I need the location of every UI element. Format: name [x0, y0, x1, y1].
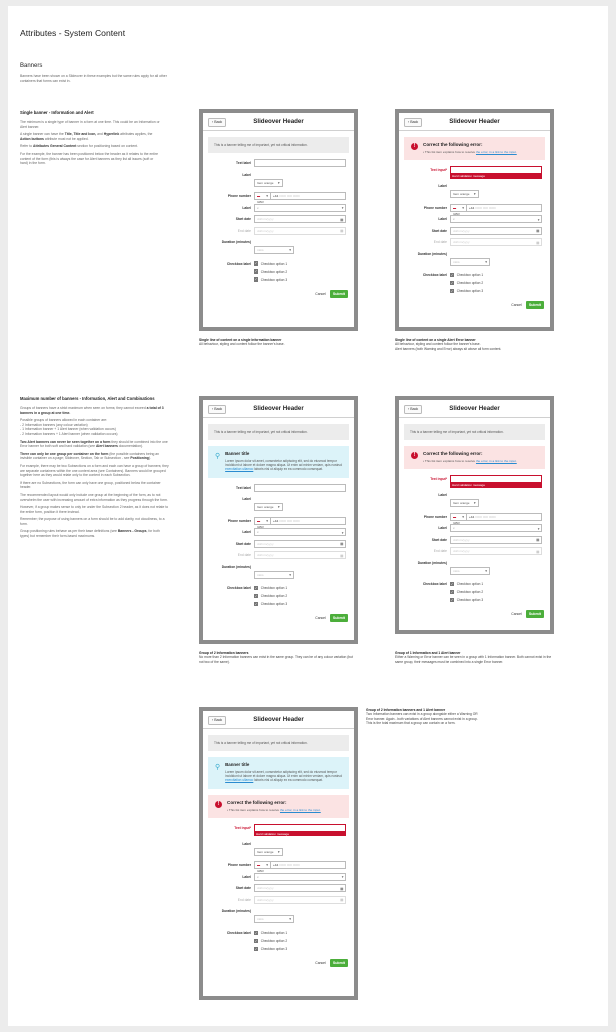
submit-button[interactable]: Submit: [330, 290, 348, 298]
check-icon: ✓: [254, 938, 258, 943]
form-row-label-2: Label x ▾: [404, 215, 545, 223]
dropdown-select[interactable]: x ▾: [254, 873, 346, 881]
phone-input[interactable]: +44 0000 000 0000: [467, 513, 542, 521]
search-icon: ⚲: [215, 764, 221, 771]
country-select[interactable]: ▬ GBR ▾: [254, 861, 271, 869]
check-icon: ✓: [450, 281, 454, 286]
form-row-label: Label Item orange ▾: [208, 495, 349, 513]
check-icon: ✓: [450, 289, 454, 294]
section1-p4: For the example, the banner has been positioned below the header as it relates to the entire content of the form (this is always the case for Alert banners as they list all issues (soft or hard) in the form.: [20, 151, 158, 166]
form-row-end: End date dd/mm/yyyy ▦: [404, 547, 545, 555]
slideover-body: [203, 131, 354, 308]
section1-p1: The minimum is a single type of banner in a form at one time. This could be an Information or Alert banner.: [20, 120, 160, 129]
form-row-checkbox: Checkbox label ✓ Checkbox option 1 ✓ Checkbox option 2 ✓ Checkbox option 3: [208, 260, 349, 284]
flag-icon: ▬: [257, 194, 261, 198]
form-row-checkbox: Checkbox label ✓ Checkbox option 1 ✓ Checkbox option 2 ✓ Checkbox option 3: [208, 584, 349, 608]
item-select[interactable]: Item orange ▾: [450, 190, 479, 198]
slideover-title: Slideover Header: [253, 716, 304, 723]
information-banner: This is a banner telling me of important, yet not critical information.: [208, 424, 349, 440]
form-row-end: End date dd/mm/yyyy ▦: [404, 238, 545, 246]
form-row-end: End date dd/mm/yyyy ▦: [208, 551, 349, 559]
form-row-label: Label Item orange ▾: [208, 171, 349, 189]
section2-heading: Maximum number of banners - Information, Alert and Combinations: [20, 396, 155, 401]
slideover-mockup-single-info: [199, 109, 358, 331]
validation-message: Hard validation message: [254, 832, 346, 836]
section2-p10: Group positioning rules behave as per their base definitions (see Banners - Groups, for both types) but remember their form-based maximums.: [20, 529, 160, 539]
submit-button[interactable]: Submit: [330, 614, 348, 622]
calendar-icon[interactable]: ▦: [340, 217, 344, 222]
form-row-duration: Duration (minutes) mins ▾: [208, 563, 349, 581]
calendar-icon[interactable]: ▦: [340, 542, 344, 547]
section-single-banner: [20, 110, 160, 166]
chevron-down-icon: ▾: [341, 875, 344, 880]
checkbox-option-2[interactable]: ✓ Checkbox option 2: [254, 269, 288, 274]
checkbox-option-2[interactable]: ✓ Checkbox option 2: [254, 594, 288, 599]
checkbox-option-2[interactable]: ✓ Checkbox option 2: [450, 590, 484, 595]
form-row-phone: Phone number ▬ GBR ▾ +44 0000 000 0000: [208, 517, 349, 525]
duration-select[interactable]: mins ▾: [254, 246, 294, 254]
section2-p7: The recommended layout would only include one group at the beginning of the form, as to not overwhelm the user with increasing amount of extra information as they progress through the form.: [20, 492, 168, 502]
form-row-phone: Phone number ▬ GBR ▾ +44 0000 000 0000: [208, 861, 349, 869]
phone-input[interactable]: +44 0000 000 0000: [467, 204, 542, 212]
form-row-label: Label Item orange ▾: [208, 840, 349, 858]
form-actions: [404, 301, 545, 309]
cancel-button[interactable]: Cancel: [315, 291, 326, 296]
section2-p3: Two Alert banners can never be seen together on a form they should be combined into the one Error banner for both soft and hard validation (see Alert banners documentation).: [20, 439, 168, 449]
dropdown-select[interactable]: x ▾: [254, 528, 346, 536]
form-row-checkbox: Checkbox label ✓ Checkbox option 1 ✓ Checkbox option 2 ✓ Checkbox option 3: [404, 271, 545, 295]
error-banner: ! Correct the following error: • This list item explains how to resolve the error, in a link to the input.: [404, 137, 545, 160]
slideover-header: [399, 113, 550, 131]
text-input[interactable]: [254, 824, 346, 832]
form-row-duration: Duration (minutes) mins ▾: [208, 907, 349, 925]
section2-list-2: - 1 Information banner + 1 Alert banner (when validation occurs): [20, 427, 116, 432]
cancel-button[interactable]: Cancel: [315, 960, 326, 965]
back-button[interactable]: ‹ Back: [404, 118, 422, 127]
form-row-label: Label Item orange ▾: [404, 182, 545, 200]
form-row-label-2: Label x ▾: [208, 204, 349, 212]
dropdown-select[interactable]: x ▾: [450, 524, 542, 532]
information-banner: This is a banner telling me of important, yet not critical information.: [208, 735, 349, 751]
slideover-title: Slideover Header: [253, 118, 304, 125]
dropdown-select[interactable]: x ▾: [254, 204, 346, 212]
start-date-input[interactable]: dd/mm/yyyy ▦: [254, 215, 346, 223]
form-row-duration: Duration (minutes) mins ▾: [404, 250, 545, 268]
validation-message: Hard validation message: [450, 174, 542, 178]
slideover-title: Slideover Header: [449, 118, 500, 125]
information-banner-blue: ⚲ Banner title Lorem ipsum dolor sit amet, consectetur adipiscing elit, sed do eiusmod tempor incididunt ut labore et dolore magna aliqua. Ut enim ad minim veniam, quis nostrud exercitation ullamco laboris nisi ut aliquip ex ea commodo consequat.: [208, 446, 349, 478]
section2-p2: Possible groups of banners allowed in each container are:: [20, 418, 108, 423]
form-row-text: Text label: [208, 159, 349, 167]
section1-p3: Refer to Attributes General Content section for positioning based on content.: [20, 144, 138, 149]
form-row-label-2: Label x ▾: [404, 524, 545, 532]
calendar-icon: ▦: [536, 549, 540, 554]
check-icon: ✓: [450, 598, 454, 603]
form-row-start: Start date dd/mm/yyyy ▦: [208, 884, 349, 892]
end-date-input[interactable]: dd/mm/yyyy ▦: [450, 547, 542, 555]
chevron-down-icon: ▾: [537, 526, 540, 531]
text-input[interactable]: [254, 159, 346, 167]
chevron-down-icon: ▾: [341, 206, 344, 210]
duration-select[interactable]: mins ▾: [254, 571, 294, 579]
country-select[interactable]: ▬ GBR ▾: [450, 204, 467, 212]
calendar-icon[interactable]: ▦: [340, 886, 344, 891]
end-date-input[interactable]: dd/mm/yyyy ▦: [254, 227, 346, 235]
cancel-button[interactable]: Cancel: [315, 616, 326, 621]
page-title: Attributes - System Content: [20, 28, 126, 38]
caption-2: Single line of content on a single Alert Error banner All behaviour, styling and content follow the banner's base. Alert banners (both Warning and Error) always sit above all form content.: [395, 338, 502, 351]
checkbox-option-3[interactable]: ✓ Checkbox option 3: [254, 946, 288, 951]
section-max-banners: [20, 396, 170, 539]
caption-3: Group of 2 Information banners No more than 2 Information banners can exist in the same group. They can be of any colour variation (but not two of the same).: [199, 651, 353, 664]
error-banner: ! Correct the following error: • This list item explains how to resolve the error, in a link to the input.: [208, 795, 349, 818]
start-date-input[interactable]: dd/mm/yyyy ▦: [254, 884, 346, 892]
text-input[interactable]: [450, 475, 542, 483]
calendar-icon[interactable]: ▦: [536, 538, 540, 543]
check-icon: ✓: [254, 594, 258, 599]
form-row-end: End date dd/mm/yyyy ▦: [208, 227, 349, 235]
check-icon: ✓: [450, 582, 454, 587]
back-button[interactable]: ‹ Back: [208, 716, 226, 725]
check-icon: ✓: [254, 269, 258, 274]
check-icon: ✓: [254, 586, 258, 591]
section2-list-1: - 2 Information banners (any colour variation): [20, 422, 88, 427]
form-row-duration: Duration (minutes) mins ▾: [404, 559, 545, 577]
end-date-input[interactable]: dd/mm/yyyy ▦: [450, 238, 542, 246]
section1-p2: A single banner can have the Title, Title and Icon, and Hyperlink attributes applies, the Action buttons attribute must not be applied.: [20, 132, 153, 141]
text-input[interactable]: [254, 484, 346, 492]
check-icon: ✓: [450, 590, 454, 595]
check-icon: ✓: [254, 277, 258, 282]
form-row-label-2: Label x ▾: [208, 873, 349, 881]
information-banner-blue: ⚲ Banner title Lorem ipsum dolor sit amet, consectetur adipiscing elit, sed do eiusmod tempor incididunt ut labore et dolore magna aliqua. Ut enim ad minim veniam, quis nostrud exercitation ullamco laboris nisi ut aliquip ex ea commodo consequat.: [208, 757, 349, 789]
check-icon: ✓: [254, 930, 258, 935]
end-date-input[interactable]: dd/mm/yyyy ▦: [254, 551, 346, 559]
phone-input[interactable]: +44 0000 000 0000: [271, 861, 346, 869]
form-row-start: Start date dd/mm/yyyy ▦: [404, 227, 545, 235]
information-banner: This is a banner telling me of important, yet not critical information.: [208, 137, 349, 153]
banners-intro: Banners have been shown on a Slideover in these examples but the same rules apply for all other containers that forms can exist in.: [20, 74, 167, 83]
calendar-icon: ▦: [340, 553, 344, 558]
form-actions: [208, 959, 349, 967]
information-banner: This is a banner telling me of important, yet not critical information.: [404, 424, 545, 440]
slideover-header: [399, 400, 550, 418]
banner-link[interactable]: exercitation ullamco: [225, 778, 254, 783]
check-icon: ✓: [450, 273, 454, 278]
form-row-text-error: Text input* Hard validation message: [208, 824, 349, 836]
search-icon: ⚲: [215, 453, 221, 460]
form-row-label-2: Label x ▾: [208, 528, 349, 536]
error-icon: !: [411, 143, 418, 150]
start-date-input[interactable]: dd/mm/yyyy ▦: [254, 540, 346, 548]
slideover-header: [203, 113, 354, 131]
slideover-body: [399, 418, 550, 628]
checkbox-option-1[interactable]: ✓ Checkbox option 1: [254, 586, 288, 591]
start-date-input[interactable]: dd/mm/yyyy ▦: [450, 227, 542, 235]
back-button[interactable]: ‹ Back: [404, 405, 422, 414]
form-actions: [208, 614, 349, 622]
form-row-checkbox: Checkbox label ✓ Checkbox option 1 ✓ Checkbox option 2 ✓ Checkbox option 3: [404, 580, 545, 604]
section2-p8: However, if a group makes sense to only be under the Subsection 2 header, as it does not relate to the entire form, position it there instead.: [20, 505, 169, 514]
form-actions: [208, 290, 349, 298]
section2-p5: For example, there may be two Subsections on a form and each can have a group of banners; they are separate containers within the one content area (see Containers). Banners would be grouped together here as they would relate only to the content in each Subsection.: [20, 463, 169, 478]
calendar-icon: ▦: [340, 898, 344, 903]
section2-p1: Groups of banners have a strict maximum when seen on forms; they cannot exceed a total of 3 banners in a group at one time.: [20, 406, 164, 415]
checkbox-option-1[interactable]: ✓ Checkbox option 1: [254, 930, 288, 935]
caption-5: Group of 2 Information banners and 1 Alert banner Two Information banners can exist in a group alongside either a Warning OR Error banner. Again - both variations of Alert banners cannot exist in a group. This is the total maximum that a group can contain on a form.: [366, 708, 478, 726]
cancel-button[interactable]: Cancel: [511, 303, 522, 308]
section2-p9: Remember; the purpose of using banners on a form should be to add clarity, not cloudiness, to a form.: [20, 517, 165, 526]
end-date-input[interactable]: dd/mm/yyyy ▦: [254, 896, 346, 904]
error-icon: !: [215, 801, 222, 808]
flag-icon: ▬: [453, 514, 457, 519]
slideover-mockup-max-group: [199, 707, 358, 1000]
checkbox-option-2[interactable]: ✓ Checkbox option 2: [450, 281, 484, 286]
cancel-button[interactable]: Cancel: [511, 612, 522, 617]
form-row-checkbox: Checkbox label ✓ Checkbox option 1 ✓ Checkbox option 2 ✓ Checkbox option 3: [208, 929, 349, 953]
form-row-phone: Phone number ▬ GBR ▾ +44 0000 000 0000: [404, 204, 545, 212]
form-row-text-error: Text input* Hard validation message: [404, 166, 545, 178]
text-input[interactable]: [450, 166, 542, 174]
phone-input[interactable]: +44 0000 000 0000: [271, 517, 346, 525]
validation-message: Hard validation message: [450, 483, 542, 487]
banner-link[interactable]: exercitation ullamco: [225, 467, 254, 472]
duration-select[interactable]: mins ▾: [450, 258, 490, 266]
duration-select[interactable]: mins ▾: [254, 915, 294, 923]
form-row-duration: Duration (minutes) mins ▾: [208, 238, 349, 256]
slideover-title: Slideover Header: [449, 405, 500, 412]
error-banner: ! Correct the following error: • This list item explains how to resolve the error, in a link to the input.: [404, 446, 545, 469]
flag-icon: ▬: [257, 863, 261, 868]
slideover-header: [203, 711, 354, 729]
start-date-input[interactable]: dd/mm/yyyy ▦: [450, 536, 542, 544]
slideover-title: Slideover Header: [253, 405, 304, 412]
slideover-body: [399, 131, 550, 319]
form-row-start: Start date dd/mm/yyyy ▦: [404, 536, 545, 544]
caption-1: Single line of content on a single Information banner All behaviour, styling and content follow the banner's base.: [199, 338, 285, 347]
section1-heading: Single banner - Information and Alert: [20, 110, 94, 115]
error-link[interactable]: the error, in a link to the input.: [475, 150, 517, 154]
country-select[interactable]: ▬ GBR ▾: [254, 192, 271, 200]
checkbox-option-3[interactable]: ✓ Checkbox option 3: [254, 277, 288, 282]
form-row-start: Start date dd/mm/yyyy ▦: [208, 540, 349, 548]
checkbox-option-3[interactable]: ✓ Checkbox option 3: [450, 289, 484, 294]
phone-input[interactable]: +44 0000 000 0000: [271, 192, 346, 200]
country-select[interactable]: ▬ GBR ▾: [450, 513, 467, 521]
checkbox-option-2[interactable]: ✓ Checkbox option 2: [254, 938, 288, 943]
submit-button[interactable]: Submit: [526, 301, 544, 309]
check-icon: ✓: [254, 261, 258, 266]
slideover-mockup-info-and-alert: [395, 396, 554, 634]
checkbox-option-1[interactable]: ✓ Checkbox option 1: [450, 582, 484, 587]
section2-list-3: - 2 Information banners + 1 Alert banner (when validation occurs): [20, 431, 118, 436]
submit-button[interactable]: Submit: [526, 610, 544, 618]
back-button[interactable]: ‹ Back: [208, 118, 226, 127]
checkbox-option-1[interactable]: ✓ Checkbox option 1: [450, 273, 484, 278]
slideover-mockup-two-info: [199, 396, 358, 644]
form-row-phone: Phone number ▬ GBR ▾ +44 0000 000 0000: [208, 192, 349, 200]
document-page: [8, 6, 608, 1026]
slideover-mockup-single-error: [395, 109, 554, 331]
slideover-body: [203, 418, 354, 632]
form-row-text: Text label: [208, 484, 349, 492]
calendar-icon: ▦: [536, 240, 540, 245]
error-link[interactable]: the error, in a link to the input.: [475, 459, 517, 463]
form-row-start: Start date dd/mm/yyyy ▦: [208, 215, 349, 223]
form-actions: [404, 610, 545, 618]
chevron-down-icon: ▾: [341, 530, 344, 535]
back-button[interactable]: ‹ Back: [208, 405, 226, 414]
calendar-icon: ▦: [340, 229, 344, 233]
error-icon: !: [411, 452, 418, 459]
slideover-body: [203, 729, 354, 977]
dropdown-select[interactable]: x ▾: [450, 215, 542, 223]
flag-icon: ▬: [453, 205, 457, 210]
item-select[interactable]: Item orange ▾: [254, 179, 283, 187]
form-row-label: Label Item orange ▾: [404, 491, 545, 509]
submit-button[interactable]: Submit: [330, 959, 348, 967]
form-row-end: End date dd/mm/yyyy ▦: [208, 896, 349, 904]
section2-p6: If there are no Subsections, the form can only have one group, positioned below the container header.: [20, 480, 161, 490]
section2-p4: There can only be one group per container on the form (the possible containers being an invisible container on a page; Slideover, Section, Tab or Subsection - see Positioning).: [20, 451, 160, 461]
form-row-phone: Phone number ▬ GBR ▾ +44 0000 000 0000: [404, 513, 545, 521]
flag-icon: ▬: [257, 518, 261, 523]
item-select[interactable]: Item orange ▾: [254, 503, 283, 511]
item-select[interactable]: Item orange ▾: [254, 848, 283, 856]
error-link[interactable]: the error, in a link to the input.: [279, 807, 321, 812]
item-select[interactable]: Item orange ▾: [450, 499, 479, 507]
banners-heading: Banners: [20, 63, 43, 69]
form-row-text-error: Text input* Hard validation message: [404, 475, 545, 487]
check-icon: ✓: [254, 602, 258, 607]
checkbox-option-3[interactable]: ✓ Checkbox option 3: [450, 598, 484, 603]
checkbox-option-3[interactable]: ✓ Checkbox option 3: [254, 602, 288, 607]
chevron-down-icon: ▾: [537, 217, 540, 222]
checkbox-option-1[interactable]: ✓ Checkbox option 1: [254, 261, 288, 266]
duration-select[interactable]: mins ▾: [450, 567, 490, 575]
slideover-header: [203, 400, 354, 418]
calendar-icon[interactable]: ▦: [536, 229, 540, 234]
caption-4: Group of 1 Information and 1 Alert banner Either a Warning or Error banner can be seen in a group with 1 Information banner. Both cannot exist in the same group, their messages must be combined into a single Error banner.: [395, 651, 552, 664]
country-select[interactable]: ▬ GBR ▾: [254, 517, 271, 525]
check-icon: ✓: [254, 946, 258, 951]
